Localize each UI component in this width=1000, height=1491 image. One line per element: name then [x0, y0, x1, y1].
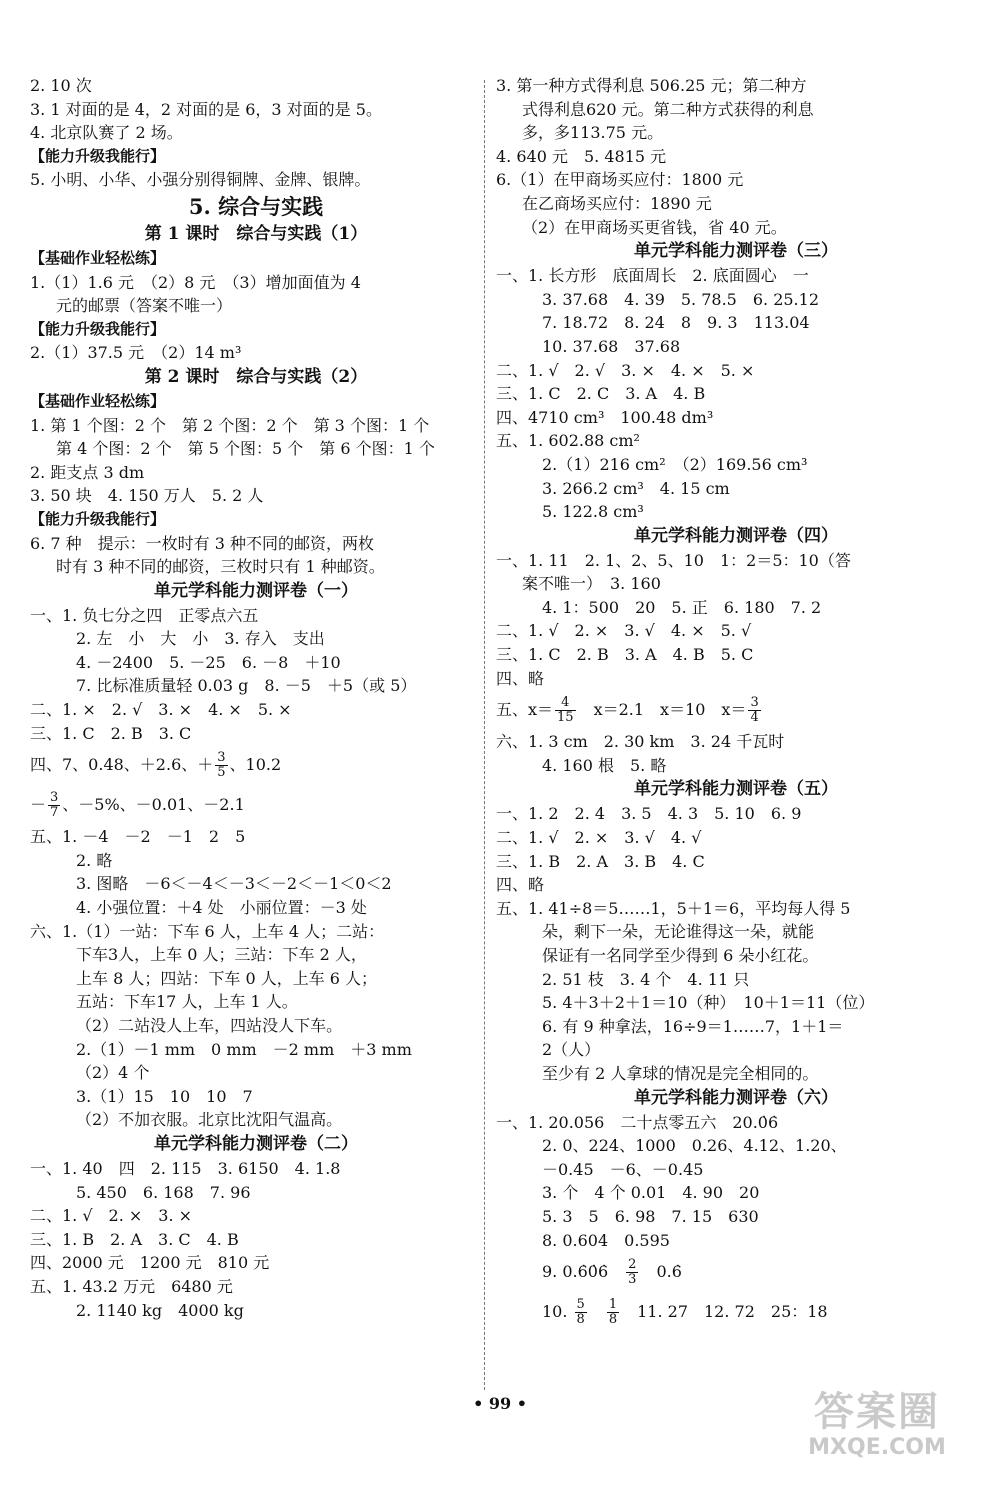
- watermark-logo: 答案圈: [814, 1389, 940, 1435]
- fraction: [626, 1258, 638, 1287]
- answer-line: 上车 8 人；四站：下车 0 人，上车 6 人；: [76, 968, 378, 988]
- fraction: [575, 1298, 587, 1327]
- fraction-numerator: 2: [628, 1257, 637, 1273]
- answer-text: 9. 0.6̇0̇6̇: [542, 1262, 625, 1282]
- answer-line: 1.（1）1.6 元 （2）8 元 （3）增加面值为 4: [30, 272, 361, 292]
- exercise-tag: 【基础作业轻松练】: [30, 391, 166, 410]
- answer-line: 一、1. 20.056 二十点零五六 20.0̇6̇: [496, 1112, 779, 1132]
- answer-line: 3. 1 对面的是 4，2 对面的是 6，3 对面的是 5。: [30, 99, 382, 119]
- answer-line: 在乙商场买应付：1890 元: [522, 193, 712, 213]
- answer-line: 2（人）: [542, 1040, 601, 1060]
- fraction-denominator: 4: [750, 710, 759, 726]
- answer-line: 三、1. C 2. B 3. A 4. B 5. C: [496, 645, 754, 665]
- fraction-denominator: 8: [576, 1312, 585, 1328]
- answer-line: 四、略: [496, 875, 545, 895]
- answer-line: 五、1. 41÷8＝5……1，5＋1＝6，平均每人得 5: [496, 898, 851, 918]
- answer-line: 6.（1）在甲商场买应付：1800 元: [496, 170, 744, 190]
- fraction: [607, 1298, 619, 1327]
- answer-line: 3. 37.68 4. 39 5. 78.5 6. 25.12: [542, 289, 820, 309]
- answer-text: x＝2.1 x＝10 x＝: [577, 700, 747, 720]
- answer-line: 三、1. C 2. B 3. C: [30, 723, 192, 743]
- answer-line: 3. 个 4 个 0.01 4. 90 20: [542, 1183, 760, 1203]
- answer-line: 2. 51 枝 3. 4 个 4. 11 只: [542, 969, 750, 989]
- answer-line: 二、1. √ 2. √ 3. × 4. × 5. ×: [496, 360, 755, 380]
- fraction: [48, 791, 60, 820]
- answer-line: 六、1. 3 cm 2. 30 km 3. 24 千瓦时: [496, 732, 785, 752]
- answer-line: 8. 0.604 0.595: [542, 1230, 670, 1250]
- answer-text: 、－5%、－0.01、－2.1: [62, 795, 245, 815]
- answer-line: 多，多113.75 元。: [522, 123, 664, 143]
- exercise-tag: 【能力升级我能行】: [30, 146, 166, 165]
- answer-line: 4. 160 根 5. 略: [542, 755, 667, 775]
- fraction-numerator: 3: [750, 695, 759, 711]
- answer-line: 朵，剩下一朵，无论谁得这一朵，就能: [542, 922, 815, 942]
- section-heading: 单元学科能力测评卷（五）: [634, 779, 838, 800]
- answer-line: （2）4 个: [76, 1063, 150, 1083]
- answer-line: [496, 690, 976, 730]
- answer-line: 二、1. √ 2. × 3. √ 4. √: [496, 828, 702, 848]
- section-heading: 单元学科能力测评卷（二）: [154, 1133, 358, 1154]
- answer-line: 四、4710 cm³ 100.48 dm³: [496, 407, 714, 427]
- fraction-denominator: 5: [217, 765, 226, 781]
- answer-line: 五、1. －4 －2 －1 2 5: [30, 827, 246, 847]
- answer-line: [30, 745, 482, 785]
- answer-line: 3. 266.2 cm³ 4. 15 cm: [542, 478, 730, 498]
- answer-line: 5. 122.8 cm³: [542, 502, 644, 522]
- answer-line: 2.（1）216 cm² （2）169.56 cm³: [542, 454, 808, 474]
- answer-line: 2. 距支点 3 dm: [30, 462, 145, 482]
- answer-line: 6. 7 种 提示：一枚时有 3 种不同的邮资，两枚: [30, 533, 374, 553]
- answer-text: 四、7、0.48、＋2.6、＋: [30, 755, 214, 775]
- answer-line: 5. 4＋3＋2＋1＝10（种） 10＋1＝11（位）: [542, 993, 875, 1013]
- section-heading: 单元学科能力测评卷（六）: [634, 1087, 838, 1108]
- exercise-tag: 【基础作业轻松练】: [30, 248, 166, 267]
- answer-line: 四、略: [496, 668, 545, 688]
- answer-line: 10. 37.68 37.68: [542, 336, 681, 356]
- fraction-denominator: 3: [628, 1272, 637, 1288]
- right-column: [496, 74, 976, 1332]
- answer-line: 时有 3 种不同的邮资，三枚时只有 1 种邮资。: [56, 557, 385, 577]
- column-divider: [484, 80, 485, 1390]
- fraction-numerator: 3: [217, 750, 226, 766]
- answer-line: 5. 3 5 6. 98 7. 15 630: [542, 1206, 759, 1226]
- answer-line: －0.45 －6、－0.45: [542, 1159, 704, 1179]
- answer-line: 2. 1140 kg 4000 kg: [76, 1300, 244, 1320]
- watermark: [782, 1389, 972, 1469]
- answer-line: 2. 左 小 大 小 3. 存入 支出: [76, 629, 325, 649]
- section-heading: 第 1 课时 综合与实践（1）: [144, 223, 368, 244]
- answer-line: 3. 50 块 4. 150 万人 5. 2 人: [30, 486, 264, 506]
- exercise-tag: 【能力升级我能行】: [30, 319, 166, 338]
- section-heading: 单元学科能力测评卷（一）: [154, 580, 358, 601]
- answer-text: 、10.2: [229, 755, 282, 775]
- fraction-numerator: 1: [608, 1297, 618, 1313]
- answer-line: 3.（1）15 10 10 7: [76, 1086, 253, 1106]
- answer-line: 三、1. B 2. A 3. C 4. B: [30, 1229, 239, 1249]
- answer-line: 二、1. √ 2. × 3. √ 4. × 5. √: [496, 621, 752, 641]
- answer-line: 四、2000 元 1200 元 810 元: [30, 1253, 270, 1273]
- answer-line: 4. 小强位置：＋4 处 小丽位置：－3 处: [76, 898, 367, 918]
- answer-line: 元的邮票（答案不唯一）: [56, 296, 233, 316]
- answer-line: （2）在甲商场买更省钱，省 40 元。: [522, 217, 787, 237]
- fraction: [555, 696, 576, 725]
- section-heading: 第 2 课时 综合与实践（2）: [144, 366, 368, 387]
- fraction: [748, 696, 760, 725]
- answer-line: 一、1. 负七分之四 正零点六五: [30, 605, 259, 625]
- answer-line: 一、1. 40 四 2. 115 3. 6150 4. 1.8: [30, 1158, 341, 1178]
- section-heading: 单元学科能力测评卷（四）: [634, 525, 838, 546]
- answer-line: 4. 1：500 20 5. 正 6. 180 7. 2: [542, 597, 822, 617]
- answer-line: 2.（1）37.5 元 （2）14 m³: [30, 343, 242, 363]
- fraction-denominator: 8: [608, 1312, 618, 1328]
- section-heading: 单元学科能力测评卷（三）: [634, 241, 838, 262]
- fraction-denominator: 15: [557, 710, 574, 726]
- answer-line: 1. 第 1 个图：2 个 第 2 个图：2 个 第 3 个图：1 个: [30, 415, 430, 435]
- answer-line: 三、1. B 2. A 3. B 4. C: [496, 851, 705, 871]
- answer-line: （2）不加衣服。北京比沈阳气温高。: [76, 1110, 343, 1130]
- answer-line: 式得利息620 元。第二种方式获得的利息: [522, 99, 814, 119]
- answer-line: 2. 略: [76, 850, 113, 870]
- answer-text: 11. 27 12. 72 25：18: [621, 1302, 828, 1322]
- answer-line: 一、1. 2 2. 4 3. 5 4. 3 5. 10 6. 9: [496, 804, 802, 824]
- answer-line: 3. 第一种方式得利息 506.25 元；第二种方: [496, 76, 807, 95]
- answer-line: 五站：下车17 人，上车 1 人。: [76, 992, 298, 1012]
- answer-line: 至少有 2 人拿球的情况是完全相同的。: [542, 1063, 819, 1083]
- watermark-url: MXQE.COM: [808, 1435, 946, 1460]
- answer-text: 0.6̇: [640, 1262, 682, 1282]
- answer-line: 5. 450 6. 168 7. 96: [76, 1182, 251, 1202]
- answer-line: 2.（1）－1 mm 0 mm －2 mm ＋3 mm: [76, 1039, 412, 1059]
- answer-line: 二、1. × 2. √ 3. × 4. × 5. ×: [30, 700, 292, 720]
- fraction-numerator: 5: [576, 1297, 585, 1313]
- answer-line: 五、1. 43.2 万元 6480 元: [30, 1276, 233, 1296]
- answer-text: 10.: [542, 1302, 573, 1322]
- answer-line: 4. －2400 5. －25 6. －8 ＋10: [76, 652, 341, 672]
- answer-line: （2）二站没人上车，四站没人下车。: [76, 1016, 343, 1035]
- answer-line: 一、1. 11 2. 1、2、5、10 1：2＝5：10（答: [496, 550, 851, 570]
- answer-line: 5. 小明、小华、小强分别得铜牌、金牌、银牌。: [30, 170, 371, 190]
- fraction-numerator: 3: [50, 790, 59, 806]
- answer-line: 保证有一名同学至少得到 6 朵小红花。: [542, 946, 819, 965]
- answer-line: [496, 1252, 976, 1292]
- chapter-heading: 5. 综合与实践: [188, 193, 324, 219]
- answer-line: 2. 0、224、1000 0.26、4.12、1.20、: [542, 1136, 847, 1156]
- answer-line: 7. 18.72 8. 24 8 9. 3 113.04: [542, 313, 810, 333]
- left-column: [30, 74, 482, 1322]
- answer-line: 案不唯一） 3. 160: [522, 574, 661, 594]
- answer-text: 五、x＝: [496, 700, 554, 720]
- answer-line: 五、1. 602.88 cm²: [496, 431, 640, 451]
- answer-line: 第 4 个图：2 个 第 5 个图：5 个 第 6 个图：1 个: [56, 439, 435, 459]
- answer-line: 下车3人，上车 0 人；三站：下车 2 人，: [76, 945, 367, 965]
- fraction: [215, 751, 227, 780]
- answer-line: 一、1. 长方形 底面周长 2. 底面圆心 一: [496, 266, 809, 286]
- answer-line: 7. 比标准质量轻 0.03 g 8. －5 ＋5（或 5）: [76, 676, 417, 696]
- fraction-numerator: 4: [555, 696, 576, 711]
- answer-line: 4. 640 元 5. 4815 元: [496, 146, 667, 166]
- answer-text: [589, 1302, 605, 1321]
- answer-line: 2. 10 次: [30, 76, 92, 95]
- answer-line: 6. 有 9 种拿法，16÷9＝1……7，1＋1＝: [542, 1016, 844, 1036]
- answer-line: 三、1. C 2. C 3. A 4. B: [496, 384, 706, 404]
- answer-line: 六、1.（1）一站：下车 6 人，上车 4 人；二站：: [30, 921, 385, 941]
- answer-line: 3. 图略 －6＜－4＜－3＜－2＜－1＜0＜2: [76, 874, 392, 894]
- page-number: • 99 •: [473, 1394, 527, 1413]
- exercise-tag: 【能力升级我能行】: [30, 509, 166, 528]
- answer-line: [496, 1292, 976, 1332]
- answer-line: 4. 北京队赛了 2 场。: [30, 123, 183, 143]
- fraction-denominator: 7: [50, 805, 59, 821]
- answer-text: －: [30, 795, 47, 815]
- answer-line: 二、1. √ 2. × 3. ×: [30, 1206, 193, 1226]
- answer-line: [30, 785, 482, 825]
